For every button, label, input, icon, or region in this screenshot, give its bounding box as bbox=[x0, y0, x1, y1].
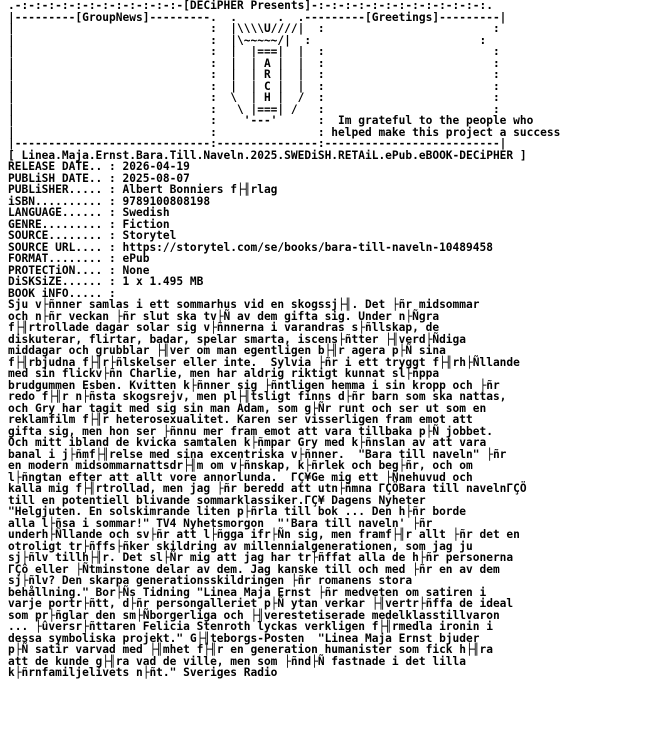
book-info-line: en modern midsommarnattsdr├╢m om v├ñnskap, k├ñrlek och beg├ñr, och om bbox=[8, 459, 473, 472]
book-info-line: dessa symboliska projekt." G├╢teborgs-Posten "Linea Maja Ernst bjuder bbox=[8, 631, 480, 645]
book-info-line: banal i j├ñmf├╢relse med sina excentriska v├ñnner. "Bara till naveln" ├ñr bbox=[8, 447, 507, 461]
header-line: | : |\\\\U////| : : bbox=[8, 22, 500, 35]
book-info-line: sj├ñlv tillh├╢r. Det sl├Ñr mig att jag har tr├ñffat alla de h├ñr personerna bbox=[8, 551, 514, 564]
header-line: | : | | R | | : : bbox=[8, 68, 500, 81]
book-info-line: Sju v├ñnner samlas i ett sommarhus vid en skogssj├╢. Det ├ñr midsommar bbox=[8, 298, 480, 311]
book-info-line: alla l├ñsa i sommar!" TV4 Nyhetsmorgon "'Bara till naveln' ├ñr bbox=[8, 516, 433, 530]
book-info-line: redo f├╢r n├ñsta skogsrejv, men pl├╢tsligt finns d├ñr barn som ska nattas, bbox=[8, 390, 507, 403]
book-info-line: p├Ñ satir varvad med ├╢mhet f├╢r en generation humanister som fick h├╢ra bbox=[8, 643, 493, 656]
book-info-line: "Helgjuten. En solskimrande liten p├ñrla till bok ... Den h├ñr borde bbox=[8, 505, 467, 518]
header-line: | : \ | H | / : : bbox=[8, 91, 500, 104]
header-line: | : '---' : Im grateful to the people who bbox=[8, 114, 534, 127]
book-info-line: f├╢rbjudna f├╢r├ñlskelser eller inte. Sylvia ├ñr i ett tryggt f├╢rh├Ñllande bbox=[8, 355, 520, 369]
info-language: LANGUAGE...... : Swedish bbox=[8, 206, 170, 219]
book-info-line: behållning." Bor├Ñs Tidning "Linea Maja Ernst ├ñr medveten om satiren i bbox=[8, 585, 487, 599]
book-info-line: och Gry har tagit med sig sin man Adam, som g├Ñr runt och ser ut som en bbox=[8, 401, 487, 415]
header-line: | : \ |===| / : : bbox=[8, 102, 500, 116]
book-info-line: ... ├ûversr├ñttaren Felicia Stenroth lyckas verkligen f├╢rmedla ironin i bbox=[8, 620, 493, 633]
header-line: | : | | C | | : : bbox=[8, 79, 500, 93]
book-info-line: med sin flickv├ñn Charlie, men har aldrig riktigt kunnat sl├ñppa bbox=[8, 367, 440, 380]
book-info-line: underh├Ñllande och sv├ñr att l├ñgga ifr├Ñn sig, men framf├╢r allt ├ñr det en bbox=[8, 528, 520, 541]
book-info-line: brudgummen Esben. Kvitten k├ñnner sig ├ñntligen hemma i sin kropp och ├ñr bbox=[8, 378, 500, 392]
book-info-line: reklamfilm f├╢r heterosexualitet. Karen ser visserligen fram emot att bbox=[8, 413, 473, 426]
info-isbn: iSBN.......... : 9789100808198 bbox=[8, 194, 211, 208]
book-info-line: l├ñngtan efter att allt vore annorlunda. ΓÇ¥Ge mig ett ├Ñnehuvud och bbox=[8, 470, 473, 484]
book-info-line: ΓÇô eller ├Ñtminstone delar av dem. Jag kanske till och med ├ñr en av dem bbox=[8, 562, 500, 576]
book-info-line: att de kunde g├╢ra vad de ville, men som ├ñnd├Ñ fastnade i det lilla bbox=[8, 654, 467, 668]
book-info-line: varje portr├ñtt, d├ñr persongalleriet p├Ñ ytan verkar ├╢vertr├ñffa de ideal bbox=[8, 597, 514, 610]
info-source: SOURCE........ : Storytel bbox=[8, 229, 177, 242]
info-protection: PROTECTiON.... : None bbox=[8, 263, 150, 277]
info-genre: GENRE......... : Fiction bbox=[8, 217, 170, 231]
book-info-line: f├╢rtrollade dagar solar sig v├ñnnerna i varandras s├ñllskap, de bbox=[8, 321, 440, 334]
book-info-line: diskuterar, flirtar, badar, spelar smarta, iscens├ñtter ├╢verd├Ñdiga bbox=[8, 332, 467, 346]
header-line: .-:-:-:-:-:-:-:-:-:-:-:-:-[DECiPHER Presents]-:-:-:-:-:-:-:-:-:-:-:-:-:. bbox=[8, 0, 493, 12]
book-info-line: sj├ñlv? Den skarpa generationsskildringen ├ñr romanens stora bbox=[8, 574, 413, 587]
book-info-line: otroligt tr├ñffs├ñker skildring av millennialgenerationen, som jag ju bbox=[8, 539, 473, 553]
header-line: | : |\~~~~~/| : : bbox=[8, 33, 487, 47]
info-book-info: BOOK iNFO..... : bbox=[8, 286, 116, 300]
header-line: | : : helped make this project a success bbox=[8, 125, 561, 139]
header-line: |---------[GroupNews]---------. . . .---------[Greetings]---------| bbox=[8, 10, 507, 24]
book-info-line: middagar och grubblar ├╢ver om man egentligen b├╢r agera p├Ñ sina bbox=[8, 344, 446, 357]
book-info-line: gifta sig, men hon ser ├ñnnu mer fram emot att vara tillbaka p├Ñ jobbet. bbox=[8, 424, 493, 438]
header-line: | : | | A | | : : bbox=[8, 56, 500, 70]
book-info-line: k├ñrnfamiljelivets n├ñt." Sveriges Radio bbox=[8, 666, 278, 679]
info-source-url: SOURCE URL.... : https://storytel.com/se/books/bara-till-naveln-10489458 bbox=[8, 240, 493, 254]
header-line: | : | |===| | : : bbox=[8, 45, 500, 58]
info-release-date: RELEASE DATE.. : 2026-04-19 bbox=[8, 160, 190, 173]
book-info-line: som pr├ñglar den sm├Ñborgerliga och ├╢verestetiserade medelklasstillvaron bbox=[8, 608, 500, 622]
header-line: |-----------------------------:---------------:--------------------------| bbox=[8, 137, 507, 150]
book-info-line: kalla mig f├╢rtrollad, men jag ├ñr beredd att utn├ñmna ΓÇÖBara till navelnΓÇÖ bbox=[8, 482, 527, 495]
book-info-line: och n├ñr veckan ├ñr slut ska tv├Ñ av dem gifta sig. Under n├Ñgra bbox=[8, 309, 440, 323]
info-publish-date: PUBLiSH DATE.. : 2025-08-07 bbox=[8, 171, 190, 185]
book-info-line: till en potentiell blivande sommarklassiker.ΓÇ¥ Dagens Nyheter bbox=[8, 493, 426, 507]
info-publisher: PUBLiSHER..... : Albert Bonniers f├╢rlag bbox=[8, 183, 278, 196]
release-name: [ Linea.Maja.Ernst.Bara.Till.Naveln.2025.SWEDiSH.RETAiL.ePub.eBOOK-DECiPHER ] bbox=[8, 148, 527, 162]
info-format: FORMAT........ : ePub bbox=[8, 252, 150, 265]
info-disksize: DiSKSiZE...... : 1 x 1.495 MB bbox=[8, 275, 204, 288]
book-info-line: Och mitt ibland de kvicka samtalen k├ñmpar Gry med k├ñnslan av att vara bbox=[8, 436, 487, 449]
